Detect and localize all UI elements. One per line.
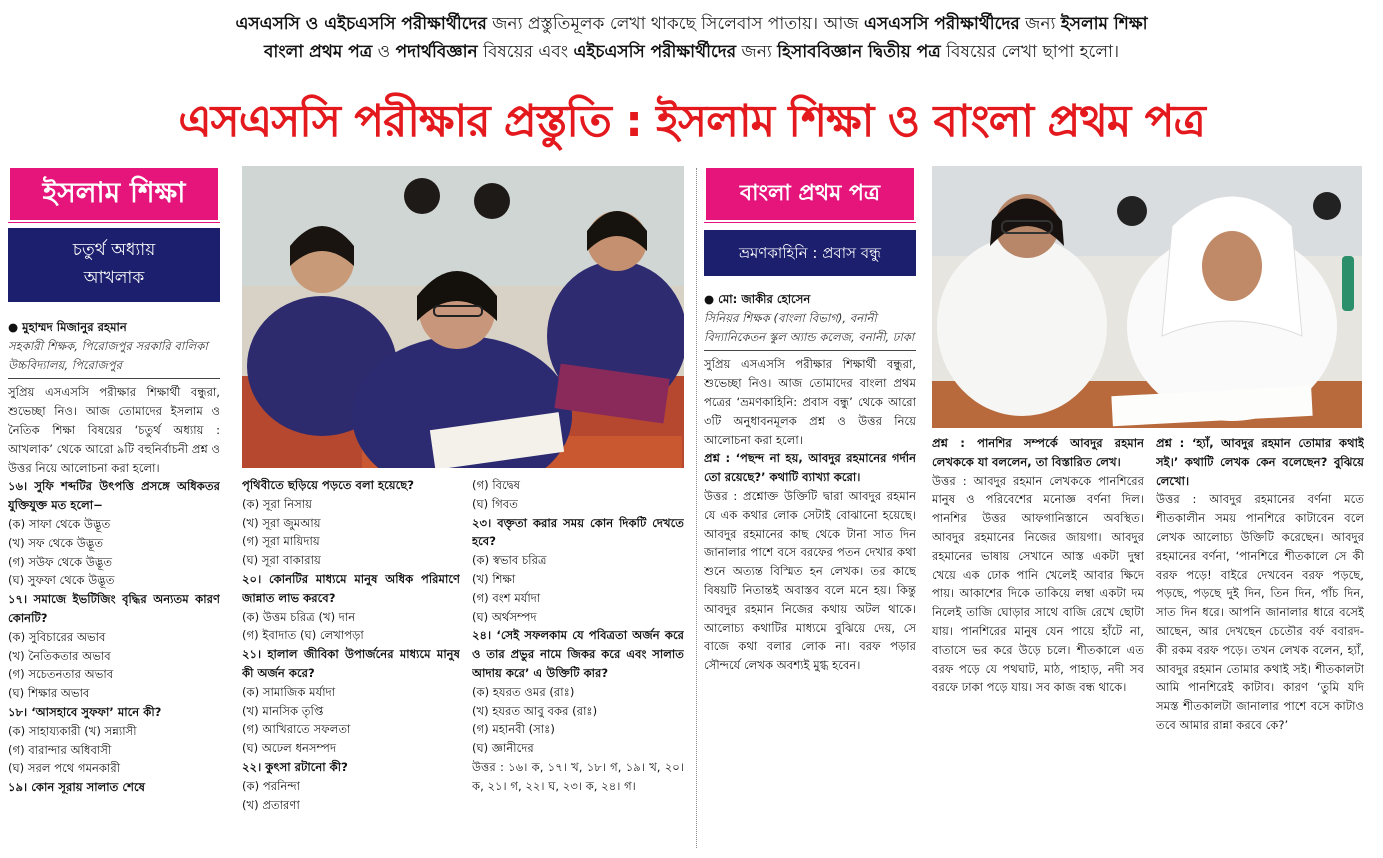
question-text: পৃথিবীতে ছড়িয়ে পড়তে বলা হয়েছে? [242, 478, 415, 492]
answer-option: (খ) মানসিক তৃপ্তি [242, 703, 324, 718]
bangla-answer-3: উত্তর : আবদুর রহমানের বর্ণনা মতে শীতকালীন সময় পানশিরে কাটাবেন বলে লেখক আলোচ্য উক্তিটি করেছেন। আবদুর রহমানের বর্ণনা, ‘পানশিরে শীতকালে সে কী বরফ পড়ে! বাইরে দেখবেন বরফ পড়ছে, পড়ছে, পড়ছে দুই দিন, তিন দিন, পাঁচ দিন, সাত দিন ধরে। আপনি জানালার ধারে বসেই আছেন, আর দেখছেন চেতৌর বর্ফ ববারদ- কী রকম বরফ পড়ে। তখন লেখক বলেন, হ্যাঁ, আবদুর রহমান তোমার কথাই সই। শীতকালটা আমি পানশিরেই কাটাব। কারণ ‘তুমি যদি সমস্ত শীতকালটা জানালার পাশে বসে কাটাও তবে আমার রান্না করবে কে?’ [1156, 492, 1364, 732]
answer-option: (ক) সুবিচারের অভাব [8, 629, 106, 644]
answer-option: (ক) সামাজিক মর্যাদা [242, 684, 336, 699]
answer-option: (খ) সূরা জুমআয় [242, 515, 321, 530]
answer-option: (ক) সাহায্যকারী (খ) সন্ন্যাসী [8, 723, 137, 738]
section-separator [696, 168, 697, 848]
answer-option: (খ) নৈতিকতার অভাব [8, 648, 111, 663]
islam-column-1 [8, 166, 220, 848]
answer-option: (ঘ) সূরা বাকারায় [242, 553, 321, 568]
answer-option: (খ) সফ থেকে উদ্ভূত [8, 535, 104, 550]
answer-option: (গ) ইবাদাত (ঘ) লেখাপড়া [242, 628, 364, 643]
answer-option: (ক) হযরত ওমর (রাঃ) [472, 684, 575, 699]
islam-chapter-box [8, 228, 220, 302]
answer-option: (খ) প্রতারণা [242, 797, 300, 812]
question-text: ১৭। সমাজে ইভটিজিং বৃদ্ধির অন্যতম কারণ কোনটি? [8, 592, 220, 625]
question-text: ২০। কোনটির মাধ্যমে মানুষ অধিক পরিমাণে জান্নাত লাভ করবে? [242, 571, 460, 605]
islam-chapter-title: আখলাক [83, 268, 145, 288]
question-text: ১৯। কোন সূরায় সালাত শেষে [8, 780, 145, 795]
bangla-answer-2: উত্তর : আবদুর রহমান লেখককে পানশিরের মানুষ ও পরিবেশের মনোজ্ঞ বর্ণনা দিল। পানশির উত্তর আফগানিস্তানে অবস্থিত। আবদুর রহমানের নিজের জায়গা। আবদুর রহমানের ভাষায় সেখানে আস্ত একটা দুম্বা খেয়ে এক ঢোক পানি খেলেই আবার ক্ষিদে পায়। আকাশের দিকে তাকিয়ে লম্বা একটা দম নিলেই তাজি ঘোড়ার সাথে বাজি রেখে ছোটা যায়। পানশিরের মানুষ যেন পায়ে হাঁটে না, বাতাসে ভর করে উড়ে চলে। শীতকালে এত বরফ পড়ে যে পথঘাট, মাঠ, পাহাড়, নদী সব বরফে ঢাকা পড়ে যায়। সব কাজ বন্ধ থাকে। [932, 473, 1144, 695]
answer-option: (খ) শিক্ষা [472, 571, 516, 586]
bangla-answer-1: উত্তর : প্রশ্নোক্ত উক্তিটি দ্বারা আবদুর রহমান যে এক কথার লোক সেটাই বোঝানো হয়েছে। আবদুর রহমানের কাছ থেকে টানা সাত দিন জানালার পাশে বসে বরফের পতন দেখার কথা শুনে অত্যন্ত বিস্মিত হন লেখক। তর কাছে বিষয়টি নিতান্তই অবাস্তব বলে মনে হয়। কিন্তু আবদুর রহমান নিজের কথায় অটল থাকে। আলোচ্য কথাটির মাধ্যমে বুঝিয়ে দেয়, সে বাজে কথা বলার লোক না। বরফ পড়ার সৌন্দর্যে লেখক অবশ্যই মুগ্ধ হবেন। [704, 488, 916, 673]
islam-author-designation: সহকারী শিক্ষক, পিরোজপুর সরকারি বালিকা উচ্চবিদ্যালয়, পিরোজপুর [8, 338, 208, 372]
question-text: ২১। হালাল জীবিকা উপার্জনের মাধ্যমে মানুষ কী অর্জন করে? [242, 647, 460, 680]
question-text: ২২। কুৎসা রটানো কী? [242, 759, 348, 774]
question-text: ২৩। বক্তৃতা করার সময় কোন দিকটি দেখতে হবে? [472, 515, 684, 549]
bangla-chapter-box: ভ্রমণকাহিনি : প্রবাস বন্ধু [704, 230, 916, 276]
students-exam-photo-1 [242, 166, 684, 468]
answer-option: (ঘ) সুফফা থেকে উদ্ভূত [8, 573, 115, 588]
bangla-question-2: প্রশ্ন : পানশির সম্পর্কে আবদুর রহমান লেখককে যা বললেন, তা বিস্তারিত লেখ। [932, 436, 1144, 469]
bangla-author: ● মো: জাকীর হোসেন [704, 292, 811, 306]
page-headline: এসএসসি পরীক্ষার প্রস্তুতি : ইসলাম শিক্ষা ও বাংলা প্রথম পত্র [178, 96, 1205, 147]
answer-option: (গ) সূরা মায়িদায় [242, 534, 320, 549]
intro-line-1: এসএসসি ও এইচএসসি পরীক্ষার্থীদের জন্য প্রস্তুতিমূলক লেখা থাকছে সিলেবাস পাতায়। আজ এসএসসি পরীক্ষার্থীদের জন্য ইসলাম শিক্ষা [235, 14, 1148, 34]
islam-chapter-number: চতুর্থ অধ্যায় [72, 240, 156, 260]
answer-option: (গ) বারান্দার অধিবাসী [8, 742, 112, 757]
bangla-question-3: প্রশ্ন : ‘হ্যাঁ, আবদুর রহমান তোমার কথাই সই।’ কথাটি লেখক কেন বলেছেন? বুঝিয়ে লেখো। [1156, 436, 1364, 488]
islam-questions-part-2 [242, 476, 460, 814]
bangla-column-3 [1156, 434, 1364, 848]
intro-text [20, 10, 1363, 66]
answer-option: (ক) স্বভাব চরিত্র [472, 553, 547, 568]
answer-option: (ঘ) সরল পথে গমনকারী [8, 761, 121, 776]
answer-option: (ঘ) গিবত [472, 496, 518, 511]
answer-option: উত্তর : ১৬। ক, ১৭। খ, ১৮। গ, ১৯। খ, ২০। ক, ২১। গ, ২২। ঘ, ২৩। ক, ২৪। গ। [472, 759, 684, 793]
students-exam-photo-2 [932, 166, 1362, 428]
answer-option: (ক) সাফা থেকে উদ্ভূত [8, 516, 111, 531]
bangla-question-1: প্রশ্ন : ‘পছন্দ না হয়, আবদুর রহমানের গর্দান তো রয়েছে?’ কথাটি ব্যাখ্যা করো। [704, 451, 916, 485]
answer-option: (গ) সউফ থেকে উদ্ভূত [8, 554, 113, 569]
bangla-intro: সুপ্রিয় এসএসসি পরীক্ষার শিক্ষার্থী বন্ধুরা, শুভেচ্ছা নিও। আজ তোমাদের বাংলা প্রথম পত্রের ‘ভ্রমণকাহিনি: প্রবাস বন্ধু’ থেকে আরো ৩টি অনুধাবনমূলক প্রশ্ন ও উত্তর নিয়ে আলোচনা করা হলো। [704, 357, 916, 447]
answer-option: (গ) মহানবী (সাঃ) [472, 722, 555, 737]
islam-subject-label: ইসলাম শিক্ষা [8, 166, 220, 222]
islam-questions-part-3 [472, 476, 684, 796]
divider [704, 350, 916, 351]
bangla-subject-label: বাংলা প্রথম পত্র [704, 166, 916, 222]
answer-option: (ক) উত্তম চরিত্র (খ) দান [242, 609, 356, 624]
answer-option: (খ) হযরত আবু বকর (রাঃ) [472, 703, 598, 718]
bangla-column-2 [932, 434, 1144, 848]
bangla-author-designation: সিনিয়র শিক্ষক (বাংলা বিভাগ), বনানী বিদ্যানিকেতন স্কুল অ্যান্ড কলেজ, বনানী, ঢাকা [704, 310, 915, 344]
islam-intro: সুপ্রিয় এসএসসি পরীক্ষার শিক্ষার্থী বন্ধুরা, শুভেচ্ছা নিও। আজ তোমাদের ইসলাম ও নৈতিক শিক্ষা বিষয়ের ‘চতুর্থ অধ্যায় : আখলাক’ থেকে আরো ৯টি বহুনির্বাচনী প্রশ্ন ও উত্তর নিয়ে আলোচনা করা হলো। [8, 385, 220, 475]
islam-questions-part-1 [8, 477, 220, 797]
intro-line-2: বাংলা প্রথম পত্র ও পদার্থবিজ্ঞান বিষয়ের এবং এইচএসসি পরীক্ষার্থীদের জন্য হিসাববিজ্ঞান দ্বিতীয় পত্র বিষয়ের লেখা ছাপা হলো। [263, 42, 1120, 62]
answer-option: (ঘ) জ্ঞানীদের [472, 741, 534, 756]
answer-option: (গ) আখিরাতে সফলতা [242, 722, 351, 737]
islam-column-2 [242, 476, 460, 848]
islam-author: ● মুহাম্মদ মিজানুর রহমান [8, 320, 127, 334]
islam-column-3 [472, 476, 684, 848]
bangla-column-1 [704, 166, 916, 848]
answer-option: (ঘ) অঢেল ধনসম্পদ [242, 741, 337, 756]
question-text: ২৪। ‘সেই সফলকাম যে পবিত্রতা অর্জন করে ও তার প্রভুর নামে জিকর করে এবং সালাত আদায় করে’ এ উক্তিটি কার? [472, 628, 684, 680]
answer-option: (গ) সচেতনতার অভাব [8, 667, 114, 682]
answer-option: (গ) বিদ্বেষ [472, 478, 521, 492]
answer-option: (ক) সূরা নিসায় [242, 496, 313, 511]
answer-option: (ক) পরনিন্দা [242, 778, 300, 793]
question-text: ১৬। সুফি শব্দটির উৎপত্তি প্রসঙ্গে অধিকতর যুক্তিযুক্ত মত হলো− [8, 479, 220, 513]
divider [8, 378, 220, 379]
answer-option: (ঘ) শিক্ষার অভাব [8, 686, 90, 701]
answer-option: (ঘ) অর্থসম্পদ [472, 609, 537, 624]
question-text: ১৮। ‘আসহাবে সুফফা’ মানে কী? [8, 704, 162, 719]
answer-option: (গ) বংশ মর্যাদা [472, 590, 541, 605]
